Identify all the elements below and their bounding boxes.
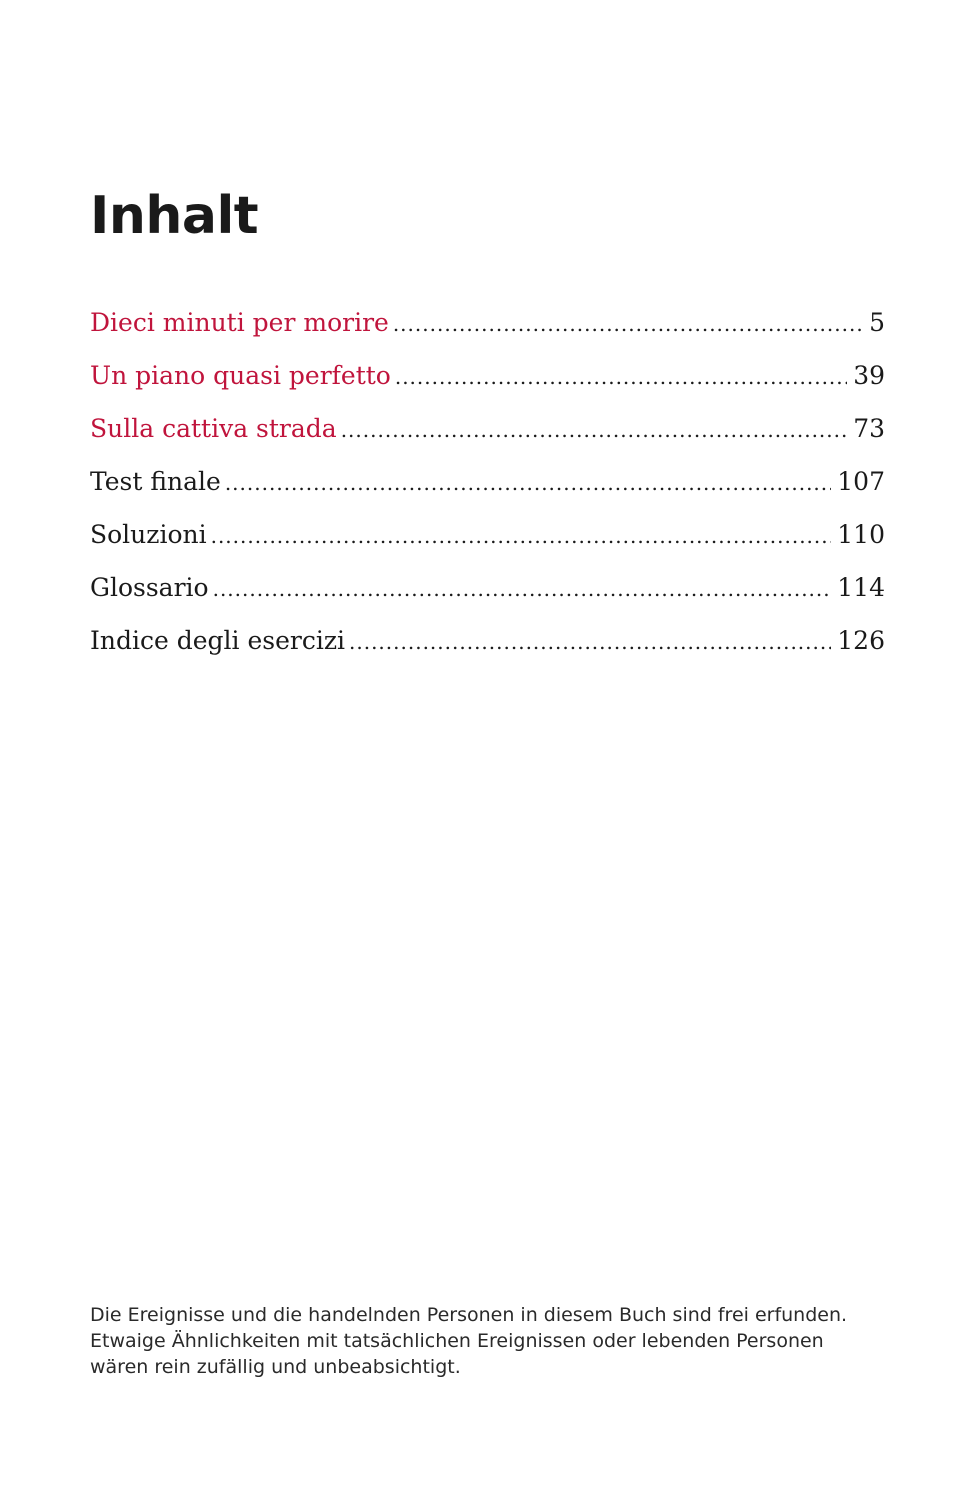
toc-entry-indice-esercizi[interactable] — [90, 621, 885, 674]
dot-leader — [225, 463, 831, 503]
toc-entry-page: 5 — [869, 308, 885, 337]
toc-entry-test-finale[interactable] — [90, 462, 885, 515]
dot-leader — [341, 410, 848, 450]
toc-entry-page: 126 — [837, 626, 885, 655]
disclaimer-line: Etwaige Ähnlichkeiten mit tatsächlichen Ereignissen oder lebenden Personen — [90, 1330, 824, 1352]
toc-entry-title: Sulla cattiva strada — [90, 414, 337, 443]
toc-entry-un-piano[interactable] — [90, 356, 885, 409]
toc-entry-page: 110 — [837, 520, 885, 549]
dot-leader — [213, 569, 832, 609]
dot-leader — [211, 516, 832, 556]
table-of-contents — [90, 303, 885, 674]
toc-entry-page: 114 — [837, 573, 885, 602]
toc-entry-glossario[interactable] — [90, 568, 885, 621]
toc-entry-title: Un piano quasi perfetto — [90, 361, 391, 390]
dot-leader — [349, 622, 831, 662]
toc-entry-soluzioni[interactable] — [90, 515, 885, 568]
toc-entry-title: Dieci minuti per morire — [90, 308, 389, 337]
toc-entry-title: Indice degli esercizi — [90, 626, 345, 655]
dot-leader — [393, 304, 863, 344]
dot-leader — [395, 357, 847, 397]
disclaimer-line: Die Ereignisse und die handelnden Personen in diesem Buch sind frei erfunden. — [90, 1304, 848, 1326]
toc-entry-page: 39 — [853, 361, 885, 390]
toc-entry-dieci-minuti[interactable] — [90, 303, 885, 356]
toc-entry-page: 73 — [853, 414, 885, 443]
toc-entry-page: 107 — [837, 467, 885, 496]
disclaimer-line: wären rein zufällig und unbeabsichtigt. — [90, 1356, 461, 1378]
toc-entry-sulla-cattiva[interactable] — [90, 409, 885, 462]
toc-entry-title: Glossario — [90, 573, 209, 602]
toc-entry-title: Test finale — [90, 467, 221, 496]
page-title: Inhalt — [90, 186, 259, 246]
disclaimer-note — [90, 1302, 890, 1380]
toc-entry-title: Soluzioni — [90, 520, 207, 549]
